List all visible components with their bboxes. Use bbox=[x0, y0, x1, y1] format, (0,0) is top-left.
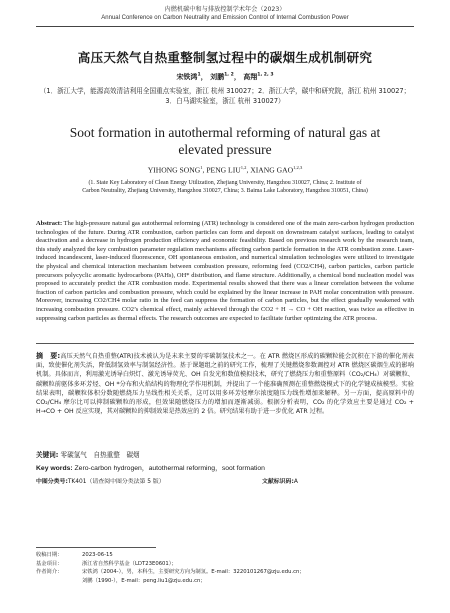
header-conference-en: Annual Conference on Carbon Neutrality and Emission Control of Internal Combustion Power bbox=[101, 15, 349, 21]
affiliations-cn: （1．浙江大学，能源高效清洁利用全国重点实验室，浙江 杭州 310027；2．浙江大学，碳中和研究院，浙江 杭州 310027；3．白马湖实验室，浙江 杭州 310027） bbox=[39, 87, 411, 105]
abstract-en-text: The high-pressure natural gas autothermal reforming (ATR) technology is considered one of the main zero-carbon hydrogen production technologies of the future. During ATR combustion, carbon particles can form and deposit on downstream catalyst surfaces, leading to catalyst deactivation and a decrease in hydrogen production efficiency and economic feasibility. Based on previous research work by the research team, this study analyzed the key combustion parameter regulation mechanisms affecting carbon particle formation in the ATR combustion zone. Laser-induced incandescent, laser-induced fluorescence, OH spontaneous emission, and numerical simulation technologies were utilized to investigate the physical and chemical interaction mechanism between combustion pressure, reforming feed (CO2/CH4), carbon particles, carbon particle precursors polycyclic aromatic hydrocarbons (PAHs), OH* distribution, and flame structure. Additionally, a chemical bond nucleation model was proposed to accurately predict the ATR combustion mode. Experimental results showed that there was a linear correlation between the volume fraction of carbon particles and combustion pressure, which could be explained by the linear increase in PAH molar concentration with pressure. Moreover, increasing CO2/CH4 molar ratio in the feed can suppress the formation of carbon particles, but the effect gradually weakened with increasing combustion pressure. CO2’s chemical effect, mainly achieved through the CO2 + H → CO + OH reaction, was twice as effective in suppressing carbon particles as thermal effects. The research outcomes are expected to facilitate further optimizing the ATR process. bbox=[36, 220, 414, 322]
footnote-value: 2023-06-15 bbox=[82, 552, 113, 558]
footnote-funding bbox=[36, 560, 414, 569]
footnote-author-bio-2 bbox=[36, 577, 414, 586]
footnote-key: 基金项目： bbox=[36, 560, 63, 567]
keywords-en bbox=[36, 462, 414, 472]
document-code bbox=[262, 476, 298, 485]
author-cn-1: 宋铁鸿 bbox=[176, 73, 198, 81]
header-divider bbox=[36, 26, 414, 27]
footnote-value: 刘鹏（1990-），E-mail：peng.liu1@zju.edu.cn； bbox=[82, 577, 206, 584]
author-cn-3: 高翔 bbox=[243, 73, 258, 81]
title-cn: 高压天然气自热重整制氢过程中的碳烟生成机制研究 bbox=[77, 50, 373, 65]
keywords-en-label: Key words: bbox=[36, 465, 73, 472]
keywords-cn bbox=[36, 449, 414, 459]
author-en-1: YIHONG SONG bbox=[147, 165, 201, 175]
clc-number bbox=[36, 476, 165, 485]
footnotes bbox=[36, 551, 414, 585]
title-en: Soot formation in autothermal reforming of natural gas at elevated pressure bbox=[69, 125, 381, 157]
author-en-3-sup: 1,2,3 bbox=[293, 165, 303, 170]
footnote-author-bio bbox=[36, 568, 414, 577]
clc-value: TK401（请查阅中图分类法第 5 版） bbox=[67, 479, 165, 485]
author-en-2-sup: 1,2 bbox=[240, 165, 247, 170]
abstract-cn-label: 摘 要: bbox=[36, 352, 61, 360]
footnote-divider bbox=[36, 547, 156, 548]
keywords-cn-label: 关键词: bbox=[36, 451, 59, 459]
running-header bbox=[0, 0, 450, 22]
clc-label: 中图分类号: bbox=[36, 479, 68, 485]
footnote-key: 作者简介： bbox=[36, 569, 63, 576]
keywords-cn-text: 零碳氢气 自热重整 碳烟 bbox=[60, 451, 140, 459]
author-cn-1-sup: 1 bbox=[197, 72, 201, 78]
abstract-en bbox=[36, 220, 414, 323]
footnote-value: 宋铁鸿（2004-），男，本科生，主要研究方向为制氢。E-mail：3220101267@zju.edu.cn； bbox=[82, 569, 305, 576]
keywords-en-text: Zero-carbon hydrogen，autothermal reforming，soot formation bbox=[74, 465, 265, 472]
author-cn-2: 刘鹏 bbox=[210, 73, 225, 81]
affiliations-en: (1. State Key Laboratory of Clean Energy Utilization, Zhejiang University, Hangzhou 310027, China; 2. Institute of Carbon Neutrality, Zhejiang University, Hangzhou 310027, China; 3. Baima Lake Laboratory, Hangzhou 310051, China) bbox=[82, 180, 368, 194]
footnote-received bbox=[36, 551, 414, 560]
header-conference-cn: 内燃机碳中和与排放控制学术年会（2023） bbox=[164, 6, 286, 13]
author-cn-2-sup: 1, 2 bbox=[224, 72, 234, 78]
authors-en: YIHONG SONG$^1$, PENG LIU$^{1,2}$, XIANG GAO$^{1,2,3}$ bbox=[147, 165, 303, 175]
abstract-cn bbox=[36, 352, 414, 416]
author-cn-3-sup: 1, 2, 3 bbox=[257, 72, 274, 78]
author-en-1-sup: 1 bbox=[200, 165, 203, 170]
author-en-3: XIANG GAO bbox=[250, 165, 294, 175]
author-en-2: PENG LIU bbox=[206, 165, 241, 175]
abstract-cn-text: 高压天然气自热重整(ATR)技术被认为是未来主要的零碳制氢技术之一。在 ATR 燃烧区形成的碳颗粒能会沉积在下游的催化剂表面，致使催化剂失活，降低制氢效率与制氢经济性。基于课题组之前的研究工作，梳理了关键燃烧参数调控对 ATR 燃烧区碳烟生成的影响机制。具体而言，利用激光诱导白炽灯、激光诱导荧光、OH 自发光和数值模拟技术，研究了燃烧压力和重整原料（CO₂/CH₄）对碳颗粒、碳颗粒前驱体多环芳烃、OH *分布和火焰结构的物理化学作用机制，并提出了一个能准确预测在重整燃烧模式下的化学键成核模型。实验结果表明，碳颗粒体积分数随燃烧压力呈线性相关关系，这可以用多环芳烃摩尔浓度随压力线性增加来解释。另一方面，提高原料中的 CO₂/CH₄ 摩尔比可以抑制碳颗粒的形成，但效果随燃烧压力的增加而逐渐减弱。根据分析表明，CO₂ 的化学效应主要是通过 CO₂ + H→CO + OH 反应实现，其对碳颗粒的抑制效果是热效应的 2 倍。研究结果有助于进一步优化 ATR 过程。 bbox=[36, 353, 414, 416]
abstract-divider bbox=[36, 343, 414, 344]
footnote-value: 浙江省自然科学基金（LDT23E0601）； bbox=[82, 560, 177, 567]
authors-cn: 宋铁鸿$^1$， 刘鹏$^{1, 2}$， 高翔$^{1, 2, 3}$ bbox=[176, 72, 274, 81]
footnote-key: 收稿日期： bbox=[36, 552, 63, 558]
doc-code-value: A bbox=[293, 479, 298, 485]
doc-code-label: 文献标识码: bbox=[262, 479, 294, 485]
abstract-en-label: Abstract: bbox=[36, 220, 63, 227]
footnote-key bbox=[36, 577, 82, 586]
